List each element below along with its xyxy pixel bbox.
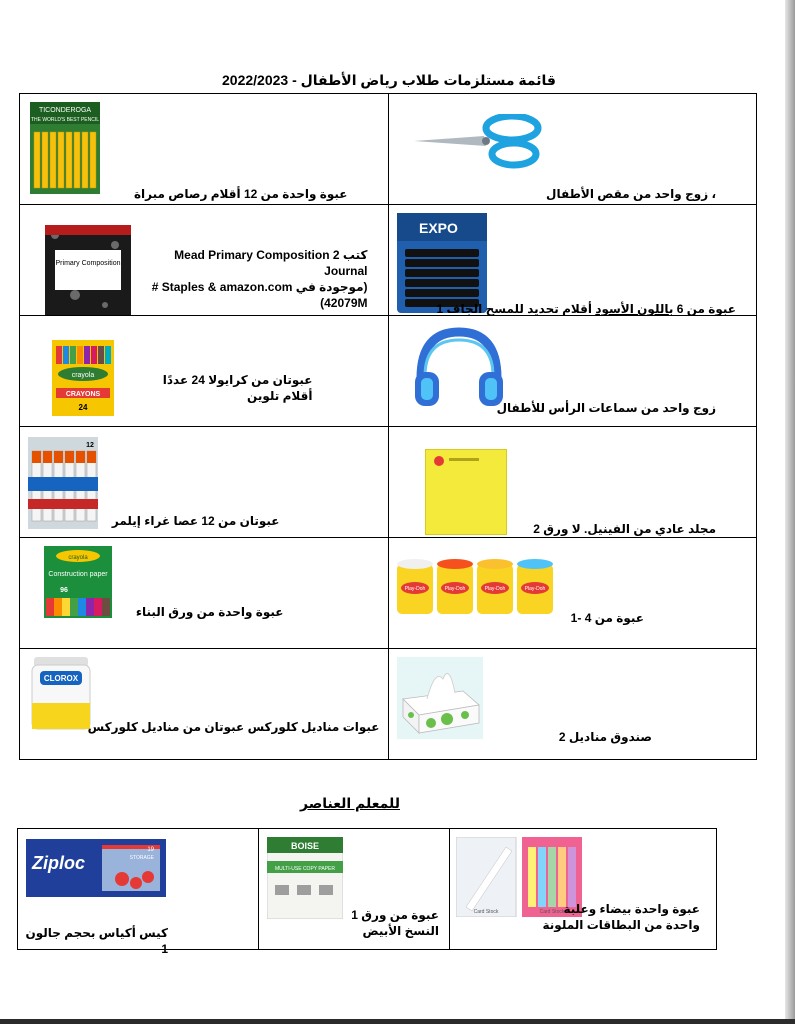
markers-brand: EXPO bbox=[418, 220, 458, 236]
glue-count: 12 bbox=[86, 442, 94, 449]
page-title: قائمة مستلزمات طلاب رياض الأطفال - 2022/2023 bbox=[222, 72, 556, 88]
composition-notebook-icon bbox=[45, 225, 131, 315]
pencils-pack-icon bbox=[30, 102, 100, 194]
composition-line-2: Journal bbox=[324, 264, 368, 278]
cell-crayons bbox=[20, 316, 389, 427]
crayons-label: CRAYONS bbox=[65, 391, 101, 398]
markers-text-black: اللون الأسود bbox=[595, 302, 669, 316]
copy-paper-caption bbox=[351, 907, 439, 939]
card-stock-label-2: Card Stock bbox=[539, 909, 565, 915]
vinyl-folder-icon bbox=[425, 449, 507, 535]
play-doh-label-1: Play-Doh bbox=[404, 586, 425, 592]
cell-folder bbox=[388, 427, 757, 538]
table-row bbox=[20, 94, 757, 205]
composition-line-4: 42079M) bbox=[320, 296, 368, 310]
paper-label: Construction paper bbox=[48, 571, 108, 578]
bottom-strip bbox=[0, 1019, 795, 1024]
crayons-line-2: أقلام تلوين bbox=[247, 389, 313, 403]
cell-composition bbox=[20, 205, 389, 316]
teacher-section-title: للمعلم العناصر bbox=[299, 795, 400, 811]
markers-text-1: عبوة من 6 ب bbox=[668, 302, 736, 316]
cell-pencils bbox=[20, 94, 389, 205]
tissues-caption: صندوق مناديل 2 bbox=[558, 730, 652, 744]
clorox-brand: CLOROX bbox=[43, 674, 79, 683]
cell-copy-paper bbox=[259, 829, 450, 950]
markers-text-2: أقلام تحديد للمسح الجاف 1 bbox=[436, 302, 596, 316]
clorox-wipes-icon bbox=[30, 655, 92, 731]
composition-line-1: كتب 2 Mead Primary Composition bbox=[174, 248, 368, 262]
teacher-items-table bbox=[17, 828, 717, 956]
ziploc-count: 19 bbox=[147, 847, 154, 853]
dry-erase-markers-icon bbox=[397, 213, 487, 313]
crayons-brand: crayola bbox=[71, 372, 95, 379]
construction-paper-caption: عبوة واحدة من ورق البناء bbox=[135, 605, 284, 619]
play-doh-label-2: Play-Doh bbox=[444, 586, 465, 592]
cell-clorox bbox=[20, 649, 389, 760]
table-row bbox=[20, 205, 757, 316]
cell-markers bbox=[388, 205, 757, 316]
supplies-table bbox=[19, 93, 757, 760]
paper-brand: crayola bbox=[68, 555, 88, 561]
card-stock-label-1: Card Stock bbox=[473, 909, 499, 915]
copy-paper-icon bbox=[267, 837, 343, 919]
scissors-caption: ، زوج واحد من مقص الأطفال bbox=[546, 187, 716, 201]
copy-paper-label: MULTI-USE COPY PAPER bbox=[274, 866, 336, 872]
pencils-brand: TICONDEROGA bbox=[38, 107, 92, 114]
crayons-box-icon bbox=[52, 340, 114, 416]
ziploc-label: STORAGE bbox=[129, 855, 154, 861]
card-stock-line-2: واحدة من البطاقات الملونة bbox=[542, 918, 700, 932]
page-edge-shadow bbox=[785, 0, 795, 1024]
play-doh-caption: عبوة من 4 -1 bbox=[570, 611, 644, 625]
table-row bbox=[20, 649, 757, 760]
cell-construction-paper bbox=[20, 538, 389, 649]
ziploc-bags-icon bbox=[26, 839, 166, 897]
copy-paper-brand: BOISE bbox=[290, 841, 320, 851]
crayons-caption bbox=[163, 372, 313, 404]
glue-caption: عبوتان من 12 عصا غراء إيلمر bbox=[111, 514, 280, 528]
headphones-caption: زوج واحد من سماعات الرأس للأطفال bbox=[496, 401, 716, 415]
notebook-label: Primary Composition bbox=[55, 260, 121, 267]
play-doh-label-3: Play-Doh bbox=[484, 586, 505, 592]
crayons-line-1: عبوتان من كرايولا 24 عددًا bbox=[162, 373, 313, 387]
scissors-icon bbox=[414, 114, 544, 169]
cell-glue bbox=[20, 427, 389, 538]
card-stock-caption bbox=[543, 901, 700, 933]
table-row bbox=[20, 538, 757, 649]
headphones-icon bbox=[411, 326, 507, 410]
cell-scissors bbox=[388, 94, 757, 205]
play-doh-icon bbox=[395, 556, 557, 618]
cell-tissues bbox=[388, 649, 757, 760]
clorox-caption: عبوات مناديل كلوركس عبوتان من مناديل كلوركس bbox=[87, 720, 380, 734]
pencils-caption: عبوة واحدة من 12 أقلام رصاص مبراة bbox=[133, 187, 348, 201]
table-row bbox=[18, 829, 717, 950]
construction-paper-icon bbox=[44, 546, 112, 618]
composition-caption bbox=[152, 247, 368, 311]
pencils-tagline: THE WORLD'S BEST PENCIL bbox=[30, 117, 100, 123]
play-doh-label-4: Play-Doh bbox=[524, 586, 545, 592]
folder-caption: مجلد عادي من الفينيل. لا ورق 2 bbox=[533, 522, 716, 536]
ziploc-caption: كيس أكياس بحجم جالون 1 bbox=[25, 926, 168, 956]
crayons-count: 24 bbox=[78, 403, 88, 412]
copy-paper-line-2: النسخ الأبيض bbox=[362, 924, 439, 938]
ziploc-brand: Ziploc bbox=[32, 853, 85, 873]
tissue-box-icon bbox=[397, 657, 483, 739]
paper-count: 96 bbox=[60, 587, 68, 594]
table-row bbox=[20, 316, 757, 427]
cell-ziploc bbox=[18, 829, 259, 956]
glue-sticks-icon bbox=[28, 437, 98, 529]
copy-paper-line-1: عبوة من ورق 1 bbox=[351, 908, 439, 922]
cell-play-doh bbox=[388, 538, 757, 649]
table-row bbox=[20, 427, 757, 538]
cell-headphones bbox=[388, 316, 757, 427]
composition-line-3: (موجودة في Staples & amazon.com # bbox=[151, 280, 368, 294]
card-stock-line-1: عبوة واحدة بيضاء وعلبة bbox=[563, 902, 700, 916]
cell-card-stock bbox=[450, 829, 717, 950]
